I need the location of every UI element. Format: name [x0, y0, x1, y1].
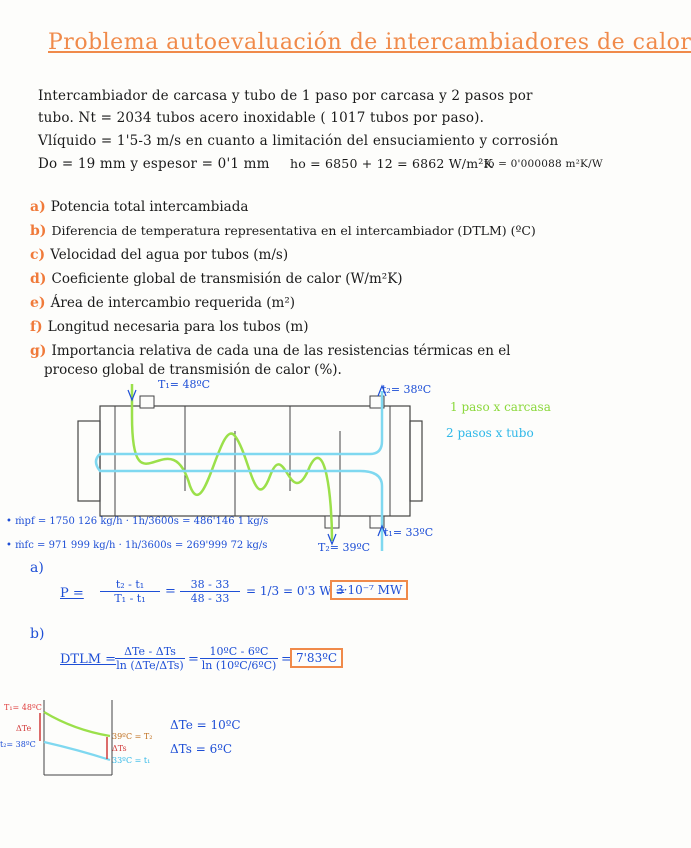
plot-label-t1: 33ºC = t₁ — [112, 756, 151, 765]
question-text: Importancia relativa de cada una de las resistencias térmicas en el — [51, 343, 511, 359]
heat-exchanger-diagram — [70, 376, 430, 556]
mfc-unit: kg/h · 1h/3600s — [93, 540, 172, 551]
question-letter: d) — [30, 271, 47, 287]
answer-b-dtlm: DTLM = — [60, 652, 117, 667]
question-g-cont: proceso global de transmisión de calor (%). — [44, 362, 342, 378]
label-T2: T₂= 39ºC — [318, 541, 371, 554]
question-letter: b) — [30, 223, 47, 239]
question-g — [30, 340, 511, 359]
frac-num: ΔTe - ΔTs — [115, 645, 185, 659]
label-t2: t₂= 38ºC — [382, 383, 432, 396]
legend-tube: 2 pasos x tubo — [446, 426, 534, 440]
plot-label-T1: T₁= 48ºC — [4, 703, 42, 712]
statement-line-3: Vlíquido = 1'5-3 m/s en cuanto a limitación del ensuciamiento y corrosión — [38, 133, 559, 149]
question-d — [30, 268, 403, 287]
statement-line-1: Intercambiador de carcasa y tubo de 1 paso por carcasa y 2 pasos por — [38, 88, 533, 104]
question-f — [30, 316, 308, 335]
question-letter: f) — [30, 319, 43, 335]
label-T1: T₁= 48ºC — [158, 378, 211, 391]
answer-a-label: a) — [30, 560, 44, 576]
answer-a-result: 3·10⁻⁷ MW — [330, 580, 408, 600]
frac-den: ln (10ºC/6ºC) — [201, 659, 277, 672]
frac-den: 48 - 33 — [190, 592, 230, 605]
answer-b-frac2 — [200, 645, 278, 672]
answer-a-mid: = 1/3 = 0'3 W = — [246, 584, 346, 598]
statement-line-4a: Do = 19 mm y espesor = 0'1 mm — [38, 156, 270, 172]
shell-inlet-nozzle — [140, 396, 154, 408]
mpf-result: = 486'146 1 kg/s — [182, 516, 269, 527]
mfc-value: 971 999 — [48, 540, 90, 551]
legend-shell: 1 paso x carcasa — [450, 400, 551, 414]
question-text: Área de intercambio requerida (m²) — [50, 295, 296, 311]
question-text: Velocidad del agua por tubos (m/s) — [50, 247, 289, 263]
question-letter: a) — [30, 199, 46, 215]
frac-den: T₁ - t₁ — [114, 592, 146, 605]
question-letter: c) — [30, 247, 46, 263]
question-letter: g) — [30, 343, 47, 359]
statement-line-4b: ho = 6850 + 12 = 6862 W/m²K — [290, 156, 494, 171]
answer-a-P: P = — [60, 586, 84, 601]
dts-value: ΔTs = 6ºC — [170, 742, 233, 756]
plot-label-dts: ΔTs — [112, 744, 127, 753]
plot-label-dte: ΔTe — [16, 724, 32, 733]
frac-num: 10ºC - 6ºC — [200, 645, 278, 659]
mfc-label: • ṁfc = — [6, 540, 46, 551]
question-text: Coeficiente global de transmisión de calor (W/m²K) — [51, 271, 403, 287]
plot-label-T2: 39ºC = T₂ — [112, 732, 153, 741]
statement-line-2: tubo. Nt = 2034 tubos acero inoxidable ( 1017 tubos por paso). — [38, 110, 485, 126]
question-b — [30, 220, 536, 239]
dte-value: ΔTe = 10ºC — [170, 718, 241, 732]
right-head — [410, 421, 422, 501]
answer-b-label: b) — [30, 626, 45, 642]
cold-fluid-curve — [44, 742, 110, 760]
frac-den: ln (ΔTe/ΔTs) — [116, 659, 184, 672]
answer-a-frac2 — [180, 578, 240, 605]
mpf-label: • ṁpf = — [6, 516, 47, 527]
question-e — [30, 292, 295, 311]
eq-sign: = — [281, 652, 292, 667]
plot-label-t2: t₂= 38ºC — [0, 740, 36, 749]
statement-line-4c: fo = 0'000088 m²K/W — [484, 158, 603, 170]
frac-num: t₂ - t₁ — [100, 578, 160, 592]
question-c — [30, 244, 288, 263]
question-text: Potencia total intercambiada — [50, 199, 249, 215]
mass-flow-fc — [6, 540, 267, 551]
mpf-unit: kg/h · 1h/3600s — [100, 516, 179, 527]
hot-fluid-curve — [44, 712, 110, 736]
frac-num: 38 - 33 — [180, 578, 240, 592]
mpf-value: 1750 126 — [49, 516, 98, 527]
answer-b-frac1 — [115, 645, 185, 672]
shell-outline — [100, 406, 410, 516]
question-a — [30, 196, 248, 215]
mfc-result: = 269'999 72 kg/s — [174, 540, 268, 551]
answer-a-frac1 — [100, 578, 160, 605]
mass-flow-pf — [6, 516, 268, 527]
page-title: Problema autoevaluación de intercambiadores de calor — [48, 30, 691, 55]
question-text: Longitud necesaria para los tubos (m) — [47, 319, 309, 335]
question-letter: e) — [30, 295, 46, 311]
eq-sign: = — [188, 652, 199, 667]
question-text: Diferencia de temperatura representativa en el intercambiador (DTLM) (ºC) — [51, 223, 536, 238]
label-t1: t₁= 33ºC — [384, 526, 434, 539]
answer-b-result: 7'83ºC — [290, 648, 343, 668]
eq-sign: = — [165, 584, 176, 599]
